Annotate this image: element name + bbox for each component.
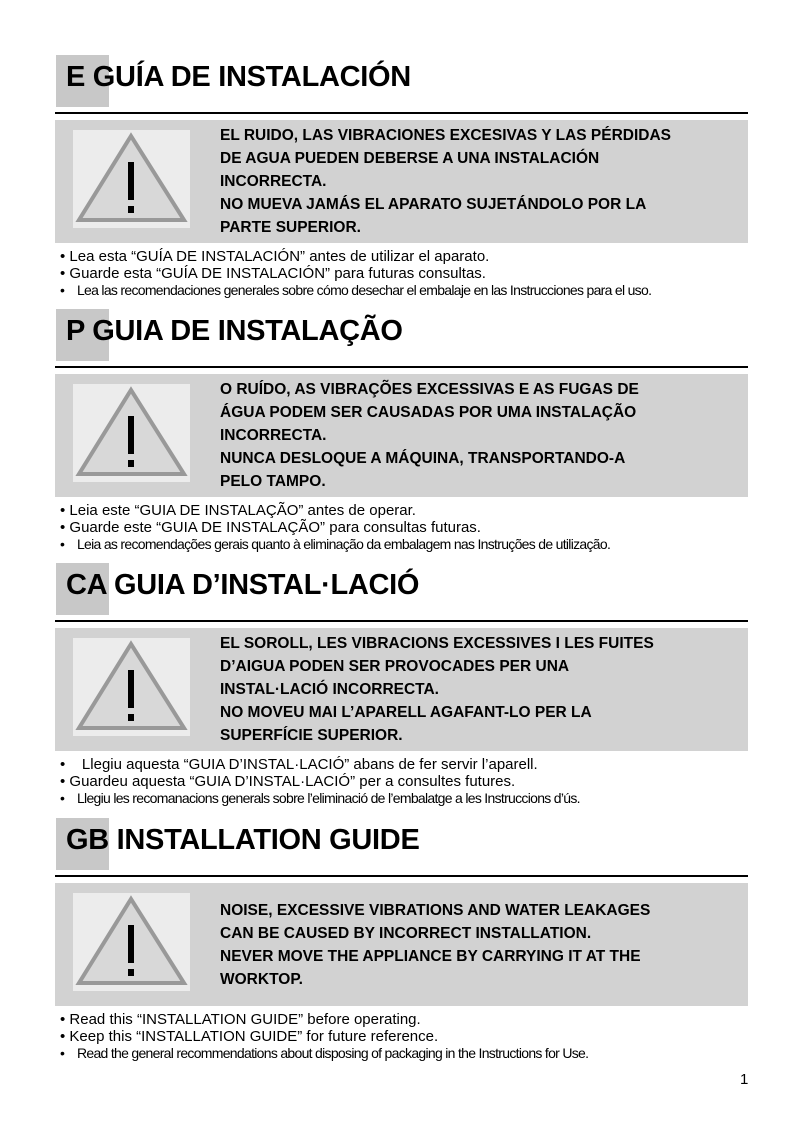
bullet-item: • Keep this “INSTALLATION GUIDE” for future reference. bbox=[60, 1028, 439, 1045]
bullet-item: • Guardeu aquesta “GUIA D’INSTAL·LACIÓ” per a consultes futures. bbox=[60, 773, 516, 790]
section-title: P GUIA DE INSTALAÇÃO bbox=[66, 315, 403, 347]
divider bbox=[55, 875, 748, 877]
bullet-list bbox=[60, 1011, 760, 1062]
warning-line: PELO TAMPO. bbox=[220, 473, 326, 490]
warning-triangle-icon bbox=[73, 130, 190, 228]
bullet-list bbox=[60, 502, 760, 553]
divider bbox=[55, 366, 748, 368]
warning-line: NOISE, EXCESSIVE VIBRATIONS AND WATER LEAKAGES bbox=[220, 901, 651, 919]
section bbox=[0, 563, 802, 817]
warning-line: SUPERFÍCIE SUPERIOR. bbox=[220, 727, 403, 744]
warning-text bbox=[220, 378, 740, 493]
section-title: CA GUIA D’INSTAL·LACIÓ bbox=[66, 569, 420, 601]
warning-line: NUNCA DESLOQUE A MÁQUINA, TRANSPORTANDO-A bbox=[220, 450, 626, 467]
section bbox=[0, 818, 802, 1072]
warning-line: INCORRECTA. bbox=[220, 173, 327, 190]
bullet-item: • Lea esta “GUÍA DE INSTALACIÓN” antes de utilizar el aparato. bbox=[60, 248, 490, 265]
warning-line: INCORRECTA. bbox=[220, 427, 327, 444]
bullet-item: • Read this “INSTALLATION GUIDE” before operating. bbox=[60, 1011, 421, 1028]
warning-text bbox=[220, 632, 740, 747]
warning-text bbox=[220, 887, 740, 1002]
warning-line: NEVER MOVE THE APPLIANCE BY CARRYING IT AT THE bbox=[220, 947, 641, 965]
warning-triangle-icon bbox=[73, 384, 190, 482]
warning-box bbox=[55, 120, 748, 243]
divider bbox=[55, 112, 748, 114]
warning-line: EL SOROLL, LES VIBRACIONS EXCESSIVES I LES FUITES bbox=[220, 635, 654, 652]
bullet-item: • Lea las recomendaciones generales sobre cómo desechar el embalaje en las Instrucciones para el uso. bbox=[60, 282, 652, 298]
divider bbox=[55, 620, 748, 622]
warning-text bbox=[220, 124, 740, 239]
warning-line: NO MUEVA JAMÁS EL APARATO SUJETÁNDOLO POR LA bbox=[220, 196, 647, 213]
warning-line: D’AIGUA PODEN SER PROVOCADES PER UNA bbox=[220, 658, 570, 675]
warning-line: O RUÍDO, AS VIBRAÇÕES EXCESSIVAS E AS FUGAS DE bbox=[220, 381, 639, 398]
warning-line: WORKTOP. bbox=[220, 970, 303, 988]
bullet-item: • Guarde este “GUIA DE INSTALAÇÃO” para consultas futuras. bbox=[60, 519, 481, 536]
warning-box bbox=[55, 883, 748, 1006]
warning-line: EL RUIDO, LAS VIBRACIONES EXCESIVAS Y LAS PÉRDIDAS bbox=[220, 127, 672, 144]
warning-line: PARTE SUPERIOR. bbox=[220, 219, 361, 236]
section bbox=[0, 309, 802, 563]
bullet-item: • Read the general recommendations about disposing of packaging in the Instructions for Use. bbox=[60, 1045, 589, 1061]
bullet-item: • Llegiu les recomanacions generals sobre l’eliminació de l’embalatge a les Instruccions d’ús. bbox=[60, 790, 580, 806]
bullet-item: • Leia este “GUIA DE INSTALAÇÃO” antes de operar. bbox=[60, 502, 416, 519]
bullet-item: • Guarde esta “GUÍA DE INSTALACIÓN” para futuras consultas. bbox=[60, 265, 486, 282]
bullet-item: • Leia as recomendações gerais quanto à eliminação da embalagem nas Instruções de utilização. bbox=[60, 536, 611, 552]
bullet-list bbox=[60, 248, 760, 299]
page-number: 1 bbox=[740, 1071, 749, 1088]
warning-triangle-icon bbox=[73, 893, 190, 991]
warning-line: NO MOVEU MAI L’APARELL AGAFANT-LO PER LA bbox=[220, 704, 592, 721]
warning-line: CAN BE CAUSED BY INCORRECT INSTALLATION. bbox=[220, 924, 592, 942]
bullet-item: • Llegiu aquesta “GUIA D’INSTAL·LACIÓ” abans de fer servir l’aparell. bbox=[60, 756, 538, 773]
section-title: GB INSTALLATION GUIDE bbox=[66, 824, 420, 856]
warning-triangle-icon bbox=[73, 638, 190, 736]
warning-line: ÁGUA PODEM SER CAUSADAS POR UMA INSTALAÇÃO bbox=[220, 404, 637, 421]
warning-line: INSTAL·LACIÓ INCORRECTA. bbox=[220, 681, 439, 698]
warning-box bbox=[55, 374, 748, 497]
section-title: E GUÍA DE INSTALACIÓN bbox=[66, 61, 411, 93]
warning-line: DE AGUA PUEDEN DEBERSE A UNA INSTALACIÓN bbox=[220, 150, 600, 167]
warning-box bbox=[55, 628, 748, 751]
bullet-list bbox=[60, 756, 760, 807]
section bbox=[0, 55, 802, 309]
